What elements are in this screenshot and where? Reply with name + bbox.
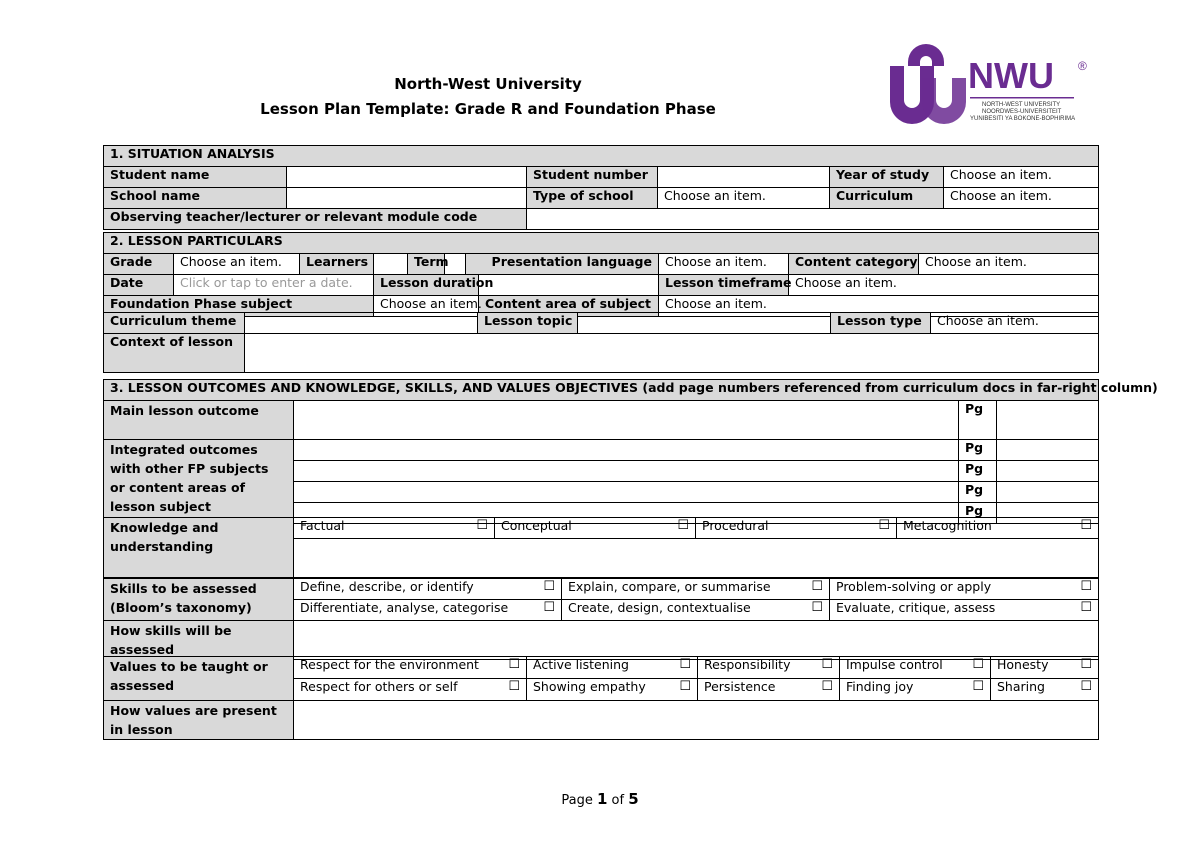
value-persistence[interactable]: Persistence ☐ (698, 679, 840, 701)
knowledge-conceptual[interactable]: Conceptual ☐ (495, 518, 696, 539)
integrated-outcome-field-2[interactable] (294, 461, 959, 482)
content-category-label: Content category (789, 254, 919, 275)
student-number-label: Student number (527, 167, 658, 188)
skill-problem-solving[interactable]: Problem-solving or apply ☐ (830, 579, 1099, 600)
checkbox-icon[interactable]: ☐ (811, 600, 823, 615)
main-outcome-label: Main lesson outcome (104, 401, 294, 440)
checkbox-icon[interactable]: ☐ (476, 518, 488, 533)
integrated-pg-label-1: Pg (959, 440, 997, 461)
checkbox-icon[interactable]: ☐ (508, 657, 520, 672)
school-name-label: School name (104, 188, 287, 209)
svg-text:NOORDWES-UNIVERSITEIT: NOORDWES-UNIVERSITEIT (982, 109, 1062, 115)
checkbox-icon[interactable]: ☐ (821, 679, 833, 694)
main-outcome-pg-label: Pg (959, 401, 997, 440)
knowledge-procedural[interactable]: Procedural ☐ (696, 518, 897, 539)
integrated-outcome-field-3[interactable] (294, 482, 959, 503)
presentation-language-dropdown[interactable]: Choose an item. (659, 254, 789, 275)
value-respect-environment[interactable]: Respect for the environment ☐ (294, 657, 527, 679)
svg-text:NWU: NWU (968, 55, 1054, 96)
knowledge-notes-field[interactable] (294, 539, 1099, 578)
values-label: Values to be taught or assessed (104, 657, 294, 701)
lesson-topic-label: Lesson topic (478, 313, 578, 334)
value-honesty[interactable]: Honesty ☐ (991, 657, 1099, 679)
integrated-pg-label-3: Pg (959, 482, 997, 503)
value-impulse-control[interactable]: Impulse control ☐ (840, 657, 991, 679)
section-1-heading: 1. SITUATION ANALYSIS (104, 146, 1099, 167)
lesson-timeframe-label: Lesson timeframe (659, 275, 789, 296)
content-area-dropdown[interactable]: Choose an item. (659, 296, 1099, 317)
integrated-pg-label-4: Pg (959, 503, 997, 524)
section-2-heading: 2. LESSON PARTICULARS (104, 233, 1099, 254)
svg-text:YUNIBESITI YA BOKONE-BOPHIRIMA: YUNIBESITI YA BOKONE-BOPHIRIMA (970, 116, 1076, 122)
knowledge-factual[interactable]: Factual ☐ (294, 518, 495, 539)
type-of-school-dropdown[interactable]: Choose an item. (658, 188, 830, 209)
skill-define[interactable]: Define, describe, or identify ☐ (294, 579, 562, 600)
date-picker[interactable]: Click or tap to enter a date. (174, 275, 374, 296)
checkbox-icon[interactable]: ☐ (508, 679, 520, 694)
context-of-lesson-field[interactable] (245, 334, 1099, 373)
content-category-dropdown[interactable]: Choose an item. (919, 254, 1099, 275)
student-number-field[interactable] (658, 167, 830, 188)
value-showing-empathy[interactable]: Showing empathy ☐ (527, 679, 698, 701)
checkbox-icon[interactable]: ☐ (1080, 579, 1092, 594)
skill-differentiate[interactable]: Differentiate, analyse, categorise ☐ (294, 600, 562, 621)
integrated-pg-label-2: Pg (959, 461, 997, 482)
value-respect-others[interactable]: Respect for others or self ☐ (294, 679, 527, 701)
knowledge-metacognition[interactable]: Metacognition ☐ (897, 518, 1099, 539)
context-of-lesson-label: Context of lesson (104, 334, 245, 373)
skill-evaluate[interactable]: Evaluate, critique, assess ☐ (830, 600, 1099, 621)
nwu-logo (886, 54, 1092, 126)
checkbox-icon[interactable]: ☐ (972, 657, 984, 672)
checkbox-icon[interactable]: ☐ (543, 600, 555, 615)
observing-teacher-label: Observing teacher/lecturer or relevant module code (104, 209, 527, 230)
integrated-outcomes-label: Integrated outcomes with other FP subjects or content areas of lesson subject (104, 440, 294, 524)
lesson-duration-field[interactable] (479, 275, 659, 296)
curriculum-dropdown[interactable]: Choose an item. (944, 188, 1099, 209)
checkbox-icon[interactable]: ☐ (972, 679, 984, 694)
checkbox-icon[interactable]: ☐ (821, 657, 833, 672)
how-skills-field[interactable] (294, 621, 1099, 660)
skills-table (103, 578, 1099, 660)
skill-explain[interactable]: Explain, compare, or summarise ☐ (562, 579, 830, 600)
fp-subject-dropdown[interactable]: Choose an item. (374, 296, 479, 317)
curriculum-theme-field[interactable] (245, 313, 478, 334)
grade-label: Grade (104, 254, 174, 275)
doc-title-line1: North-West University (394, 75, 582, 93)
grade-dropdown[interactable]: Choose an item. (174, 254, 300, 275)
checkbox-icon[interactable]: ☐ (677, 518, 689, 533)
integrated-pg-field-3[interactable] (997, 482, 1099, 503)
value-sharing[interactable]: Sharing ☐ (991, 679, 1099, 701)
lesson-particulars-table (103, 232, 1099, 317)
checkbox-icon[interactable]: ☐ (1080, 657, 1092, 672)
section-3-heading: 3. LESSON OUTCOMES AND KNOWLEDGE, SKILLS, AND VALUES OBJECTIVES (add page numbers referenced from curriculum docs in far-right column) (104, 380, 1099, 401)
how-skills-label: How skills will be assessed (104, 621, 294, 660)
knowledge-label: Knowledge and understanding (104, 518, 294, 578)
year-of-study-dropdown[interactable]: Choose an item. (944, 167, 1099, 188)
checkbox-icon[interactable]: ☐ (679, 657, 691, 672)
values-table (103, 656, 1099, 740)
value-finding-joy[interactable]: Finding joy ☐ (840, 679, 991, 701)
type-of-school-label: Type of school (527, 188, 658, 209)
checkbox-icon[interactable]: ☐ (1080, 600, 1092, 615)
lesson-type-dropdown[interactable]: Choose an item. (931, 313, 1099, 334)
svg-text:NORTH-WEST UNIVERSITY: NORTH-WEST UNIVERSITY (982, 102, 1061, 108)
situation-analysis-table (103, 145, 1099, 230)
checkbox-icon[interactable]: ☐ (878, 518, 890, 533)
value-active-listening[interactable]: Active listening ☐ (527, 657, 698, 679)
lesson-outcomes-table (103, 379, 1158, 524)
year-of-study-label: Year of study (830, 167, 944, 188)
doc-title-line2: Lesson Plan Template: Grade R and Foundation Phase (260, 100, 716, 118)
how-values-label: How values are present in lesson (104, 701, 294, 740)
checkbox-icon[interactable]: ☐ (679, 679, 691, 694)
lesson-timeframe-dropdown[interactable]: Choose an item. (789, 275, 1099, 296)
learners-field[interactable] (374, 254, 408, 275)
student-name-label: Student name (104, 167, 287, 188)
svg-text:®: ® (1078, 59, 1087, 73)
lesson-topic-field[interactable] (578, 313, 831, 334)
page-number: Page 1 of 5 (561, 790, 639, 808)
date-label: Date (104, 275, 174, 296)
lesson-type-label: Lesson type (831, 313, 931, 334)
skills-label: Skills to be assessed (Bloom’s taxonomy) (104, 579, 294, 621)
main-outcome-pg-field[interactable] (997, 401, 1099, 440)
checkbox-icon[interactable]: ☐ (543, 579, 555, 594)
lesson-duration-label: Lesson duration (374, 275, 479, 296)
learners-label: Learners (300, 254, 374, 275)
observing-teacher-field[interactable] (527, 209, 1099, 230)
presentation-language-label: Presentation language (466, 254, 659, 275)
fp-subject-label: Foundation Phase subject (104, 296, 374, 317)
school-name-field[interactable] (287, 188, 527, 209)
knowledge-table (103, 517, 1099, 578)
integrated-outcome-field-1[interactable] (294, 440, 959, 461)
integrated-pg-field-1[interactable] (997, 440, 1099, 461)
curriculum-label: Curriculum (830, 188, 944, 209)
value-responsibility[interactable]: Responsibility ☐ (698, 657, 840, 679)
content-area-label: Content area of subject (479, 296, 659, 317)
how-values-field[interactable] (294, 701, 1099, 740)
checkbox-icon[interactable]: ☐ (811, 579, 823, 594)
checkbox-icon[interactable]: ☐ (1080, 518, 1092, 533)
lesson-particulars-table-b (103, 312, 1099, 373)
checkbox-icon[interactable]: ☐ (1080, 679, 1092, 694)
curriculum-theme-label: Curriculum theme (104, 313, 245, 334)
student-name-field[interactable] (287, 167, 527, 188)
integrated-pg-field-2[interactable] (997, 461, 1099, 482)
skill-create[interactable]: Create, design, contextualise ☐ (562, 600, 830, 621)
term-label: Term (408, 254, 445, 275)
main-outcome-field[interactable] (294, 401, 959, 440)
